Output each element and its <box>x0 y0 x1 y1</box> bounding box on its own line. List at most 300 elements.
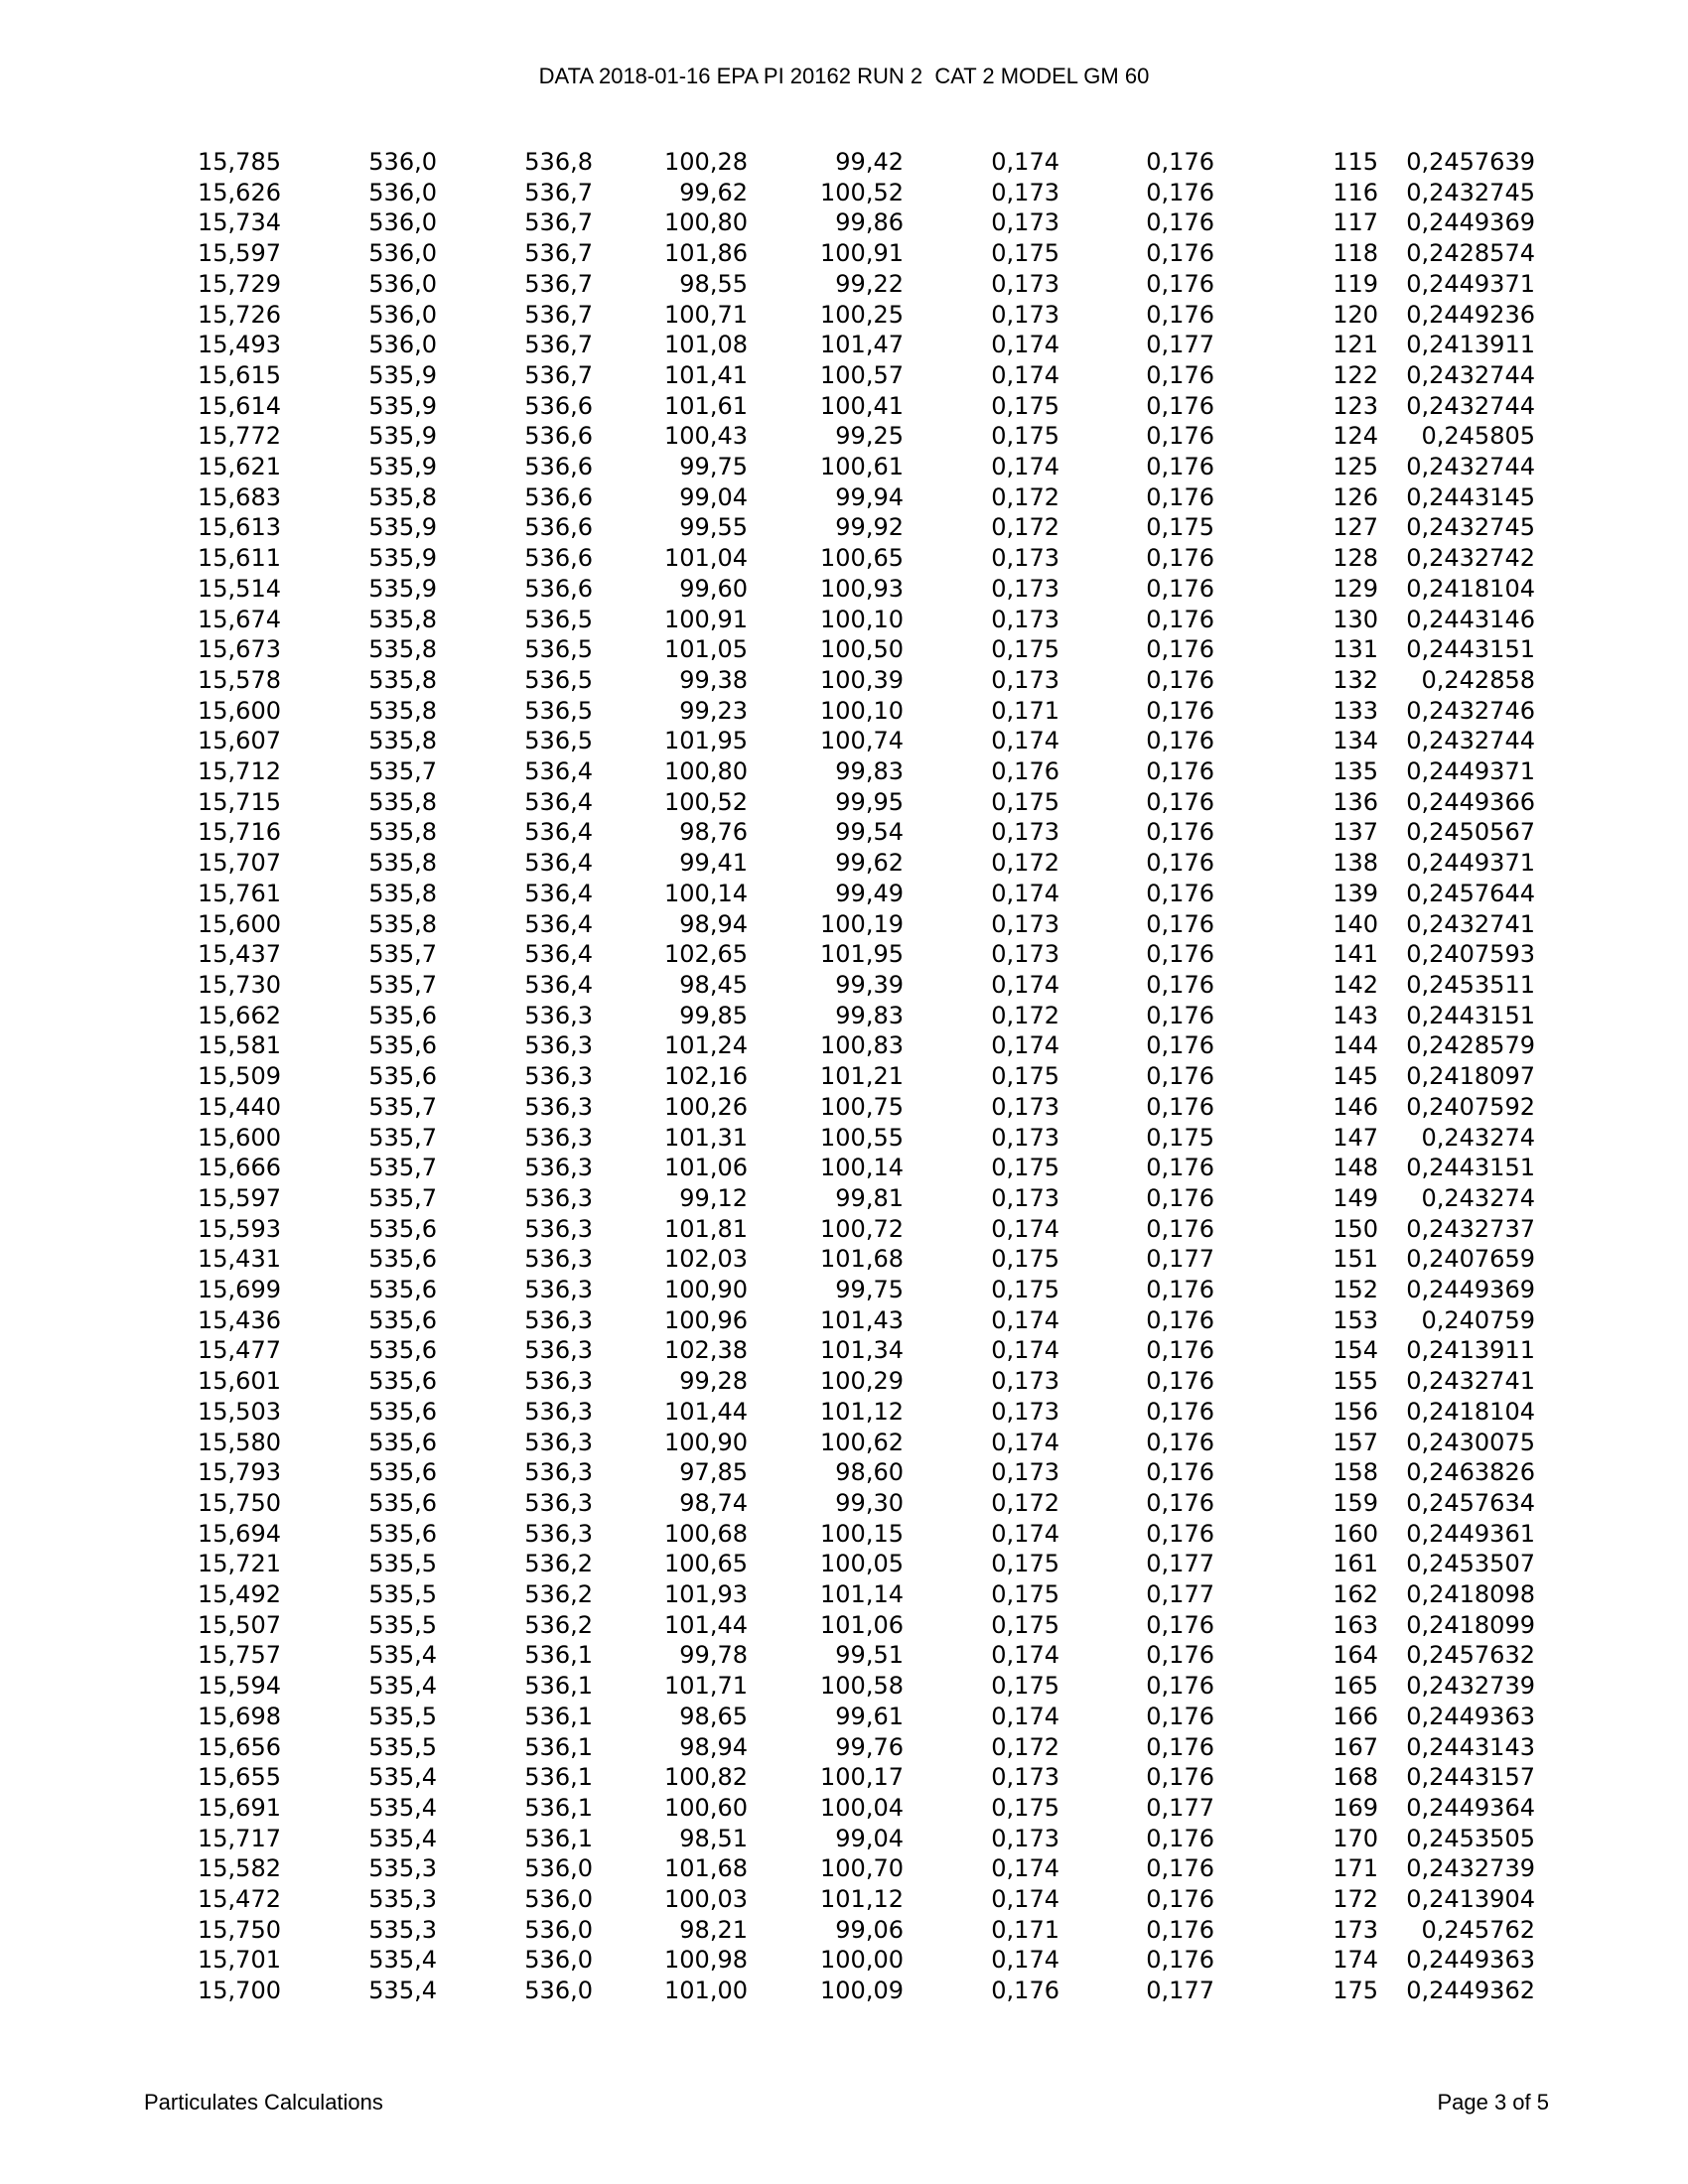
table-cell: 536,0 <box>368 208 437 237</box>
table-cell: 0,174 <box>991 1854 1059 1883</box>
table-cell: 0,2463826 <box>1406 1458 1535 1487</box>
table-cell: 99,22 <box>835 269 904 298</box>
table-cell: 0,176 <box>1146 1732 1214 1761</box>
table-cell: 99,12 <box>679 1183 748 1212</box>
table-cell: 535,7 <box>368 1183 437 1212</box>
table-cell: 0,2432744 <box>1406 360 1535 389</box>
table-cell: 151 <box>1333 1245 1378 1274</box>
table-cell: 535,9 <box>368 574 437 603</box>
table-cell: 143 <box>1333 1001 1378 1029</box>
table-row <box>194 1092 1535 1123</box>
table-cell: 0,176 <box>991 757 1059 786</box>
table-cell: 535,8 <box>368 849 437 878</box>
table-cell: 100,60 <box>664 1793 748 1822</box>
table-cell: 100,91 <box>664 605 748 633</box>
table-cell: 124 <box>1333 422 1378 451</box>
table-cell: 0,176 <box>1146 1062 1214 1091</box>
table-cell: 138 <box>1333 849 1378 878</box>
table-row <box>194 1945 1535 1976</box>
table-cell: 100,90 <box>664 1428 748 1456</box>
table-cell: 99,85 <box>679 1001 748 1029</box>
table-cell: 0,2432746 <box>1406 696 1535 725</box>
table-cell: 0,176 <box>1146 1672 1214 1701</box>
table-cell: 15,674 <box>198 605 281 633</box>
table-cell: 0,2443151 <box>1406 1001 1535 1029</box>
table-cell: 163 <box>1333 1610 1378 1639</box>
table-cell: 535,6 <box>368 1488 437 1517</box>
table-cell: 15,655 <box>198 1763 281 1792</box>
table-cell: 100,71 <box>664 300 748 329</box>
table-cell: 536,7 <box>524 208 593 237</box>
table-cell: 15,578 <box>198 665 281 694</box>
table-cell: 15,597 <box>198 239 281 268</box>
table-cell: 0,2449363 <box>1406 1702 1535 1730</box>
table-cell: 536,7 <box>524 178 593 206</box>
table-cell: 536,6 <box>524 422 593 451</box>
table-cell: 101,06 <box>820 1610 904 1639</box>
table-cell: 0,176 <box>1146 879 1214 907</box>
table-cell: 0,2449363 <box>1406 1946 1535 1975</box>
table-cell: 100,65 <box>820 544 904 573</box>
table-row <box>194 512 1535 543</box>
table-cell: 98,45 <box>679 970 748 999</box>
table-cell: 102,65 <box>664 940 748 969</box>
table-cell: 0,2449364 <box>1406 1793 1535 1822</box>
table-cell: 0,176 <box>1146 1854 1214 1883</box>
table-cell: 0,176 <box>1146 1092 1214 1121</box>
table-cell: 0,173 <box>991 1183 1059 1212</box>
table-cell: 174 <box>1333 1946 1378 1975</box>
table-cell: 536,0 <box>368 178 437 206</box>
table-cell: 0,2418104 <box>1406 574 1535 603</box>
table-cell: 0,2443145 <box>1406 482 1535 511</box>
table-cell: 0,174 <box>991 148 1059 176</box>
table-cell: 0,2418104 <box>1406 1397 1535 1426</box>
table-cell: 536,0 <box>524 1915 593 1944</box>
table-cell: 98,94 <box>679 909 748 938</box>
table-cell: 0,2443157 <box>1406 1763 1535 1792</box>
table-cell: 101,00 <box>664 1977 748 2005</box>
table-cell: 137 <box>1333 818 1378 847</box>
table-cell: 536,3 <box>524 1276 593 1304</box>
table-cell: 0,173 <box>991 1092 1059 1121</box>
table-cell: 100,96 <box>664 1305 748 1334</box>
table-cell: 15,656 <box>198 1732 281 1761</box>
table-cell: 100,26 <box>664 1092 748 1121</box>
table-cell: 99,94 <box>835 482 904 511</box>
table-cell: 99,04 <box>835 1824 904 1852</box>
table-cell: 0,175 <box>991 787 1059 816</box>
table-cell: 101,21 <box>820 1062 904 1091</box>
table-cell: 101,24 <box>664 1031 748 1060</box>
table-cell: 98,76 <box>679 818 748 847</box>
table-cell: 0,175 <box>991 1610 1059 1639</box>
table-cell: 0,245762 <box>1421 1915 1535 1944</box>
table-cell: 100,61 <box>820 453 904 481</box>
table-cell: 141 <box>1333 940 1378 969</box>
table-cell: 146 <box>1333 1092 1378 1121</box>
table-cell: 122 <box>1333 360 1378 389</box>
table-cell: 535,9 <box>368 391 437 420</box>
table-cell: 535,8 <box>368 696 437 725</box>
table-cell: 535,8 <box>368 635 437 664</box>
table-cell: 0,172 <box>991 849 1059 878</box>
table-cell: 0,2432745 <box>1406 513 1535 542</box>
table-cell: 535,8 <box>368 727 437 755</box>
table-cell: 99,61 <box>835 1702 904 1730</box>
table-cell: 144 <box>1333 1031 1378 1060</box>
table-cell: 0,2432744 <box>1406 453 1535 481</box>
table-cell: 0,2418098 <box>1406 1580 1535 1609</box>
table-cell: 535,4 <box>368 1793 437 1822</box>
table-cell: 535,8 <box>368 605 437 633</box>
table-cell: 0,2413911 <box>1406 331 1535 359</box>
table-cell: 0,175 <box>991 1550 1059 1578</box>
table-cell: 15,721 <box>198 1550 281 1578</box>
table-row <box>194 1305 1535 1336</box>
table-cell: 101,05 <box>664 635 748 664</box>
table-cell: 536,4 <box>524 787 593 816</box>
table-cell: 99,83 <box>835 1001 904 1029</box>
table-cell: 0,172 <box>991 1488 1059 1517</box>
table-cell: 536,3 <box>524 1336 593 1365</box>
table-cell: 0,173 <box>991 940 1059 969</box>
table-row <box>194 1671 1535 1702</box>
table-cell: 0,176 <box>1146 148 1214 176</box>
table-cell: 535,6 <box>368 1245 437 1274</box>
table-cell: 100,10 <box>820 605 904 633</box>
table-cell: 100,90 <box>664 1276 748 1304</box>
table-cell: 0,176 <box>1146 1031 1214 1060</box>
table-cell: 536,0 <box>368 331 437 359</box>
table-cell: 15,700 <box>198 1977 281 2005</box>
table-cell: 535,9 <box>368 544 437 573</box>
table-row <box>194 970 1535 1001</box>
table-cell: 536,2 <box>524 1610 593 1639</box>
table-cell: 101,81 <box>664 1214 748 1243</box>
table-cell: 535,9 <box>368 453 437 481</box>
table-row <box>194 879 1535 909</box>
table-cell: 155 <box>1333 1367 1378 1396</box>
table-cell: 536,6 <box>524 544 593 573</box>
table-cell: 0,173 <box>991 818 1059 847</box>
table-cell: 101,06 <box>664 1154 748 1182</box>
table-cell: 145 <box>1333 1062 1378 1091</box>
table-cell: 0,2443151 <box>1406 1154 1535 1182</box>
table-cell: 0,176 <box>1146 300 1214 329</box>
table-row <box>194 330 1535 360</box>
table-cell: 0,176 <box>1146 1154 1214 1182</box>
table-cell: 535,4 <box>368 1763 437 1792</box>
table-cell: 535,7 <box>368 1123 437 1152</box>
table-row <box>194 909 1535 940</box>
table-cell: 536,5 <box>524 635 593 664</box>
table-row <box>194 543 1535 574</box>
table-cell: 0,2449366 <box>1406 787 1535 816</box>
table-cell: 536,3 <box>524 1245 593 1274</box>
table-row <box>194 1366 1535 1397</box>
data-table <box>194 147 1535 2006</box>
table-cell: 168 <box>1333 1763 1378 1792</box>
table-row <box>194 726 1535 756</box>
table-cell: 0,171 <box>991 696 1059 725</box>
table-cell: 535,4 <box>368 1946 437 1975</box>
table-row <box>194 1976 1535 2006</box>
table-cell: 0,176 <box>1146 178 1214 206</box>
table-cell: 536,3 <box>524 1488 593 1517</box>
table-cell: 0,173 <box>991 1458 1059 1487</box>
table-cell: 535,7 <box>368 940 437 969</box>
table-cell: 536,6 <box>524 513 593 542</box>
table-cell: 0,173 <box>991 178 1059 206</box>
table-cell: 0,175 <box>991 239 1059 268</box>
table-cell: 0,177 <box>1146 1793 1214 1822</box>
table-cell: 535,9 <box>368 513 437 542</box>
table-cell: 0,173 <box>991 909 1059 938</box>
table-cell: 535,3 <box>368 1854 437 1883</box>
table-row <box>194 634 1535 665</box>
table-cell: 140 <box>1333 909 1378 938</box>
table-cell: 0,176 <box>1146 1946 1214 1975</box>
table-row <box>194 1214 1535 1245</box>
table-cell: 536,6 <box>524 391 593 420</box>
table-cell: 15,600 <box>198 1123 281 1152</box>
table-row <box>194 1732 1535 1763</box>
table-cell: 98,60 <box>835 1458 904 1487</box>
table-cell: 0,177 <box>1146 1550 1214 1578</box>
table-cell: 536,3 <box>524 1305 593 1334</box>
table-cell: 133 <box>1333 696 1378 725</box>
table-row <box>194 1549 1535 1579</box>
table-cell: 100,80 <box>664 757 748 786</box>
table-cell: 170 <box>1333 1824 1378 1852</box>
table-cell: 0,176 <box>1146 940 1214 969</box>
table-cell: 101,71 <box>664 1672 748 1701</box>
table-cell: 100,10 <box>820 696 904 725</box>
table-row <box>194 1335 1535 1366</box>
table-cell: 15,673 <box>198 635 281 664</box>
table-cell: 0,176 <box>1146 1641 1214 1670</box>
table-cell: 100,65 <box>664 1550 748 1578</box>
table-cell: 15,691 <box>198 1793 281 1822</box>
table-cell: 0,2449361 <box>1406 1519 1535 1548</box>
table-cell: 536,0 <box>368 148 437 176</box>
table-cell: 0,175 <box>991 1154 1059 1182</box>
table-cell: 535,6 <box>368 1001 437 1029</box>
table-cell: 0,2450567 <box>1406 818 1535 847</box>
table-cell: 0,176 <box>1146 1610 1214 1639</box>
table-cell: 15,730 <box>198 970 281 999</box>
table-cell: 15,514 <box>198 574 281 603</box>
table-cell: 0,2432744 <box>1406 727 1535 755</box>
table-cell: 15,440 <box>198 1092 281 1121</box>
table-cell: 15,621 <box>198 453 281 481</box>
table-row <box>194 1884 1535 1915</box>
table-cell: 0,173 <box>991 665 1059 694</box>
table-row <box>194 939 1535 970</box>
table-cell: 99,78 <box>679 1641 748 1670</box>
table-cell: 15,772 <box>198 422 281 451</box>
table-cell: 102,16 <box>664 1062 748 1091</box>
table-row <box>194 1640 1535 1671</box>
table-cell: 0,176 <box>1146 544 1214 573</box>
table-cell: 536,3 <box>524 1062 593 1091</box>
table-cell: 535,5 <box>368 1732 437 1761</box>
table-cell: 142 <box>1333 970 1378 999</box>
table-cell: 0,174 <box>991 360 1059 389</box>
table-cell: 171 <box>1333 1854 1378 1883</box>
table-cell: 126 <box>1333 482 1378 511</box>
table-row <box>194 1915 1535 1946</box>
table-cell: 0,177 <box>1146 331 1214 359</box>
table-cell: 0,175 <box>991 1245 1059 1274</box>
data-table-body <box>194 147 1535 2006</box>
table-cell: 15,431 <box>198 1245 281 1274</box>
table-cell: 99,55 <box>679 513 748 542</box>
table-cell: 0,175 <box>991 635 1059 664</box>
table-cell: 172 <box>1333 1885 1378 1914</box>
table-cell: 0,2432739 <box>1406 1672 1535 1701</box>
table-cell: 0,176 <box>1146 1458 1214 1487</box>
table-cell: 15,600 <box>198 909 281 938</box>
table-cell: 0,175 <box>991 1276 1059 1304</box>
table-cell: 0,176 <box>1146 482 1214 511</box>
table-cell: 100,83 <box>820 1031 904 1060</box>
table-cell: 15,699 <box>198 1276 281 1304</box>
table-cell: 0,177 <box>1146 1977 1214 2005</box>
table-row <box>194 1123 1535 1154</box>
table-cell: 0,172 <box>991 513 1059 542</box>
table-row <box>194 665 1535 696</box>
table-row <box>194 482 1535 513</box>
table-row <box>194 147 1535 178</box>
table-cell: 15,707 <box>198 849 281 878</box>
table-cell: 535,6 <box>368 1428 437 1456</box>
table-cell: 536,8 <box>524 148 593 176</box>
table-cell: 100,14 <box>664 879 748 907</box>
table-cell: 99,42 <box>835 148 904 176</box>
table-cell: 99,41 <box>679 849 748 878</box>
table-cell: 100,00 <box>820 1946 904 1975</box>
table-cell: 128 <box>1333 544 1378 573</box>
table-cell: 152 <box>1333 1276 1378 1304</box>
table-cell: 117 <box>1333 208 1378 237</box>
table-cell: 0,176 <box>1146 1001 1214 1029</box>
table-row <box>194 574 1535 605</box>
table-cell: 0,173 <box>991 574 1059 603</box>
table-row <box>194 756 1535 787</box>
table-cell: 15,734 <box>198 208 281 237</box>
table-cell: 536,1 <box>524 1641 593 1670</box>
table-cell: 162 <box>1333 1580 1378 1609</box>
table-cell: 0,174 <box>991 1519 1059 1548</box>
table-cell: 535,8 <box>368 818 437 847</box>
table-cell: 536,1 <box>524 1763 593 1792</box>
table-cell: 100,98 <box>664 1946 748 1975</box>
table-cell: 0,176 <box>1146 1763 1214 1792</box>
table-cell: 0,172 <box>991 1732 1059 1761</box>
table-cell: 536,1 <box>524 1732 593 1761</box>
table-cell: 100,72 <box>820 1214 904 1243</box>
table-cell: 536,3 <box>524 1031 593 1060</box>
table-cell: 0,2449362 <box>1406 1977 1535 2005</box>
table-cell: 166 <box>1333 1702 1378 1730</box>
table-cell: 165 <box>1333 1672 1378 1701</box>
table-cell: 15,436 <box>198 1305 281 1334</box>
table-cell: 101,93 <box>664 1580 748 1609</box>
table-cell: 15,716 <box>198 818 281 847</box>
table-cell: 536,3 <box>524 1214 593 1243</box>
table-cell: 100,80 <box>664 208 748 237</box>
table-cell: 98,94 <box>679 1732 748 1761</box>
table-cell: 535,8 <box>368 787 437 816</box>
table-row <box>194 1610 1535 1641</box>
table-cell: 536,3 <box>524 1001 593 1029</box>
table-cell: 116 <box>1333 178 1378 206</box>
table-cell: 0,2407593 <box>1406 940 1535 969</box>
table-row <box>194 1793 1535 1824</box>
table-cell: 535,6 <box>368 1336 437 1365</box>
table-cell: 100,82 <box>664 1763 748 1792</box>
table-cell: 0,176 <box>1146 1824 1214 1852</box>
table-cell: 535,6 <box>368 1367 437 1396</box>
table-cell: 98,65 <box>679 1702 748 1730</box>
table-cell: 536,5 <box>524 665 593 694</box>
table-cell: 100,75 <box>820 1092 904 1121</box>
table-cell: 0,175 <box>991 1062 1059 1091</box>
table-cell: 0,173 <box>991 1367 1059 1396</box>
table-cell: 15,503 <box>198 1397 281 1426</box>
table-cell: 100,74 <box>820 727 904 755</box>
table-row <box>194 452 1535 482</box>
table-cell: 99,92 <box>835 513 904 542</box>
table-cell: 535,6 <box>368 1305 437 1334</box>
table-cell: 150 <box>1333 1214 1378 1243</box>
table-cell: 173 <box>1333 1915 1378 1944</box>
table-cell: 101,95 <box>820 940 904 969</box>
table-cell: 100,43 <box>664 422 748 451</box>
table-cell: 0,173 <box>991 300 1059 329</box>
table-cell: 536,4 <box>524 818 593 847</box>
table-cell: 99,39 <box>835 970 904 999</box>
table-cell: 100,52 <box>820 178 904 206</box>
table-row <box>194 1579 1535 1610</box>
table-cell: 175 <box>1333 1977 1378 2005</box>
table-cell: 161 <box>1333 1550 1378 1578</box>
table-cell: 0,176 <box>1146 360 1214 389</box>
table-cell: 101,12 <box>820 1885 904 1914</box>
table-cell: 536,1 <box>524 1672 593 1701</box>
table-cell: 0,176 <box>1146 391 1214 420</box>
table-cell: 15,437 <box>198 940 281 969</box>
table-row <box>194 605 1535 635</box>
table-cell: 99,28 <box>679 1367 748 1396</box>
table-row <box>194 1397 1535 1428</box>
table-cell: 129 <box>1333 574 1378 603</box>
table-cell: 535,4 <box>368 1641 437 1670</box>
table-cell: 535,6 <box>368 1062 437 1091</box>
table-cell: 0,176 <box>1146 665 1214 694</box>
table-cell: 115 <box>1333 148 1378 176</box>
table-cell: 0,2449371 <box>1406 269 1535 298</box>
table-cell: 132 <box>1333 665 1378 694</box>
table-cell: 15,712 <box>198 757 281 786</box>
table-cell: 15,717 <box>198 1824 281 1852</box>
table-cell: 139 <box>1333 879 1378 907</box>
table-cell: 123 <box>1333 391 1378 420</box>
table-cell: 99,06 <box>835 1915 904 1944</box>
table-cell: 101,34 <box>820 1336 904 1365</box>
